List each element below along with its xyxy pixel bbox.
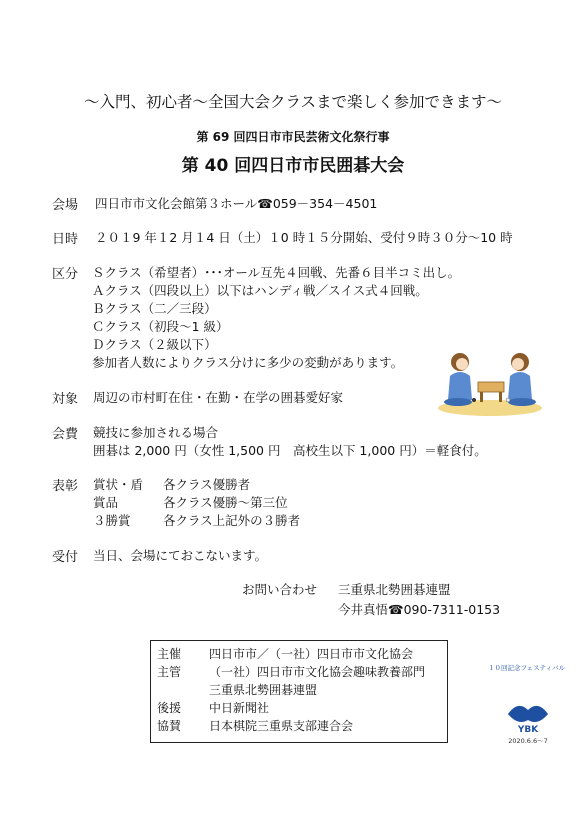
- contact-person: 今井真悟☎090-7311-0153: [338, 602, 501, 617]
- award-kind: 賞品: [93, 495, 119, 510]
- reception-text: 当日、会場にておこないます。: [93, 548, 268, 563]
- target-label: 対象: [52, 392, 79, 407]
- contact-org: 三重県北勢囲碁連盟: [338, 582, 451, 597]
- contact-label: お問い合わせ: [242, 582, 318, 597]
- logo-mark: YBK: [517, 725, 539, 735]
- logo-arc-text: １０回記念フェスティバル: [488, 664, 566, 672]
- award-kind: ３勝賞: [93, 513, 131, 528]
- event-title: 第 40 回四日市市民囲碁大会: [181, 156, 405, 176]
- classes-label: 区分: [52, 267, 79, 282]
- organizer-name: （一社）四日市市文化協会趣味教養部門: [209, 665, 426, 679]
- class-line: Ｄクラス（２級以下）: [92, 337, 217, 352]
- class-line: Ｂクラス（二／三段）: [92, 301, 217, 316]
- fee-line: 競技に参加される場合: [93, 425, 219, 440]
- venue-label: 会場: [52, 198, 79, 213]
- class-line: Ｓクラス（希望者）･･･オール互先４回戦、先番６目半コミ出し。: [92, 265, 461, 280]
- organizer-row: [157, 663, 426, 680]
- organizer-name: 日本棋院三重県支部連合会: [209, 719, 354, 733]
- datetime-text: ２０１9 年１2 月１4 日（土）１0 時１５分開始、受付９時３０分～10 時: [95, 230, 513, 245]
- go-players-illustration: [436, 348, 544, 418]
- class-line: 参加者人数によりクラス分けに多少の変動があります。: [92, 355, 404, 370]
- class-line: Ｃクラス（初段～1 級）: [92, 319, 229, 334]
- organizer-role: 後援: [157, 701, 182, 715]
- logo-date: 2020.6.6～7: [508, 737, 548, 745]
- organizer-name: 中日新聞社: [209, 701, 270, 715]
- reception-label: 受付: [52, 550, 79, 565]
- target-text: 周辺の市村町在住・在勤・在学の囲碁愛好家: [93, 390, 344, 405]
- organizers-box: [150, 640, 448, 743]
- awards-label: 表彰: [52, 479, 79, 494]
- organizer-name: 三重県北勢囲碁連盟: [209, 683, 318, 697]
- tagline: ～入門、初心者～全国大会クラスまで楽しく参加できます～: [83, 93, 503, 111]
- award-kind: 賞状・盾: [93, 477, 144, 492]
- ybk-festival-logo: [488, 664, 568, 750]
- organizer-row: [157, 699, 270, 716]
- organizer-role: 主催: [157, 647, 182, 661]
- organizer-row: [157, 717, 354, 734]
- organizer-role: 協賛: [157, 719, 182, 733]
- fee-line: 囲碁は 2,000 円（女性 1,500 円 高校生以下 1,000 円）＝軽食付。: [93, 443, 487, 458]
- organizer-row: [157, 645, 414, 662]
- event-subtitle: 第 69 回四日市市民芸術文化祭行事: [196, 130, 390, 144]
- award-detail: 各クラス上記外の３勝者: [163, 513, 301, 528]
- venue-text: 四日市市文化会館第３ホール☎059－354－4501: [95, 196, 378, 211]
- award-detail: 各クラス優勝者: [163, 477, 251, 492]
- datetime-label: 日時: [52, 232, 79, 247]
- award-detail: 各クラス優勝～第三位: [163, 495, 288, 510]
- organizer-role: 主管: [157, 665, 182, 679]
- class-line: Ａクラス（四段以上）以下はハンディ戦／スイス式４回戦。: [92, 283, 428, 298]
- fee-label: 会費: [52, 427, 79, 442]
- organizer-name: 四日市市／（一社）四日市市文化協会: [209, 647, 414, 661]
